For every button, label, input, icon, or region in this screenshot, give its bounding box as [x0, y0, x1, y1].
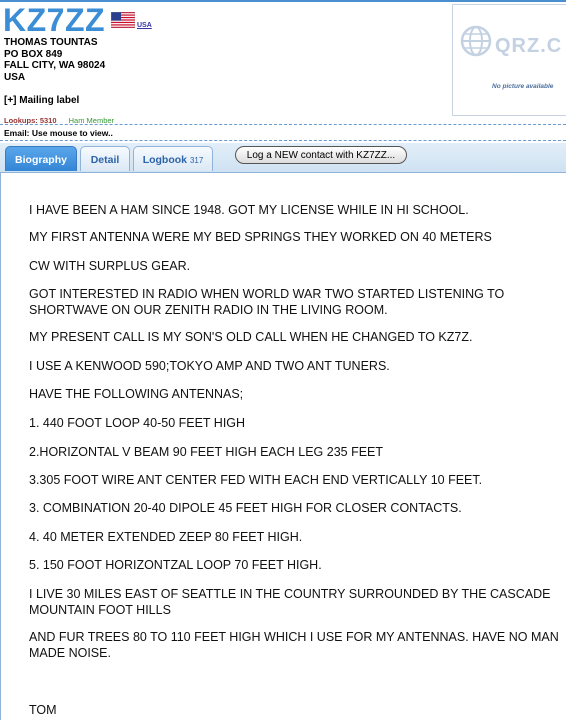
bio-paragraph: AND FUR TREES 80 TO 110 FEET HIGH WHICH I USE FOR MY ANTENNAS. HAVE NO MAN MADE NOISE. [29, 630, 559, 660]
email-reveal[interactable]: Email: Use mouse to view.. [4, 128, 113, 138]
globe-icon [460, 25, 492, 57]
qrz-logo: QRZ.C [495, 35, 563, 57]
country-link[interactable]: USA [137, 22, 152, 29]
bio-paragraph: 3.305 FOOT WIRE ANT CENTER FED WITH EACH END VERTICALLY 10 FEET. [29, 473, 483, 487]
logbook-count: 317 [189, 156, 204, 165]
biography-panel [0, 172, 566, 720]
divider [0, 124, 566, 125]
tab-biography[interactable] [5, 146, 77, 171]
lookups-count: 5310 [39, 116, 57, 125]
address-name: THOMAS TOUNTAS [4, 37, 98, 48]
bio-paragraph: GOT INTERESTED IN RADIO WHEN WORLD WAR TWO STARTED LISTENING TO SHORTWAVE ON OUR ZENITH RADIO IN THE LIVING ROOM. [29, 287, 505, 317]
bio-paragraph: I HAVE BEEN A HAM SINCE 1948. GOT MY LICENSE WHILE IN HI SCHOOL. [29, 203, 469, 217]
tab-label: Logbook [142, 154, 188, 166]
address-street: PO BOX 849 [4, 48, 63, 60]
bio-paragraph: CW WITH SURPLUS GEAR. [29, 259, 191, 273]
no-picture-text: No picture available [492, 83, 554, 90]
divider [0, 140, 566, 141]
bio-paragraph: MY FIRST ANTENNA WERE MY BED SPRINGS THEY WORKED ON 40 METERS [29, 230, 492, 244]
bio-signature: TOM [29, 703, 57, 717]
bio-paragraph: HAVE THE FOLLOWING ANTENNAS; [29, 387, 244, 401]
bio-paragraph: 3. COMBINATION 20-40 DIPOLE 45 FEET HIGH FOR CLOSER CONTACTS. [29, 501, 462, 515]
bio-paragraph: MY PRESENT CALL IS MY SON'S OLD CALL WHEN HE CHANGED TO KZ7Z. [29, 330, 473, 344]
lookups-label: Lookups: [4, 116, 38, 125]
tab-label: Detail [90, 154, 120, 166]
address-city: FALL CITY, WA 98024 [4, 60, 106, 71]
member-status: Ham Member [68, 116, 115, 125]
bio-paragraph: 4. 40 METER EXTENDED ZEEP 80 FEET HIGH. [29, 530, 303, 544]
bio-paragraph: 2.HORIZONTAL V BEAM 90 FEET HIGH EACH LEG 235 FEET [29, 445, 384, 459]
callsign-title: KZ7ZZ [3, 2, 106, 38]
mailing-label-toggle[interactable]: [+] Mailing label [4, 95, 80, 106]
tab-detail[interactable] [80, 146, 130, 171]
bio-paragraph: 5. 150 FOOT HORIZONTZAL LOOP 70 FEET HIGH. [29, 558, 322, 572]
bio-paragraph: I LIVE 30 MILES EAST OF SEATTLE IN THE COUNTRY SURROUNDED BY THE CASCADE MOUNTAIN FOOT HILLS [29, 587, 551, 617]
us-flag-icon [111, 12, 135, 28]
tab-label: Biography [15, 154, 67, 166]
address-country: USA [4, 71, 26, 83]
log-new-contact-button[interactable]: Log a NEW contact with KZ7ZZ... [235, 146, 407, 164]
profile-photo-box [452, 4, 566, 116]
bio-paragraph: I USE A KENWOOD 590;TOKYO AMP AND TWO ANT TUNERS. [29, 359, 390, 373]
mailing-address [4, 37, 105, 83]
tab-logbook[interactable] [133, 146, 213, 171]
bio-paragraph: 1. 440 FOOT LOOP 40-50 FEET HIGH [29, 416, 246, 430]
